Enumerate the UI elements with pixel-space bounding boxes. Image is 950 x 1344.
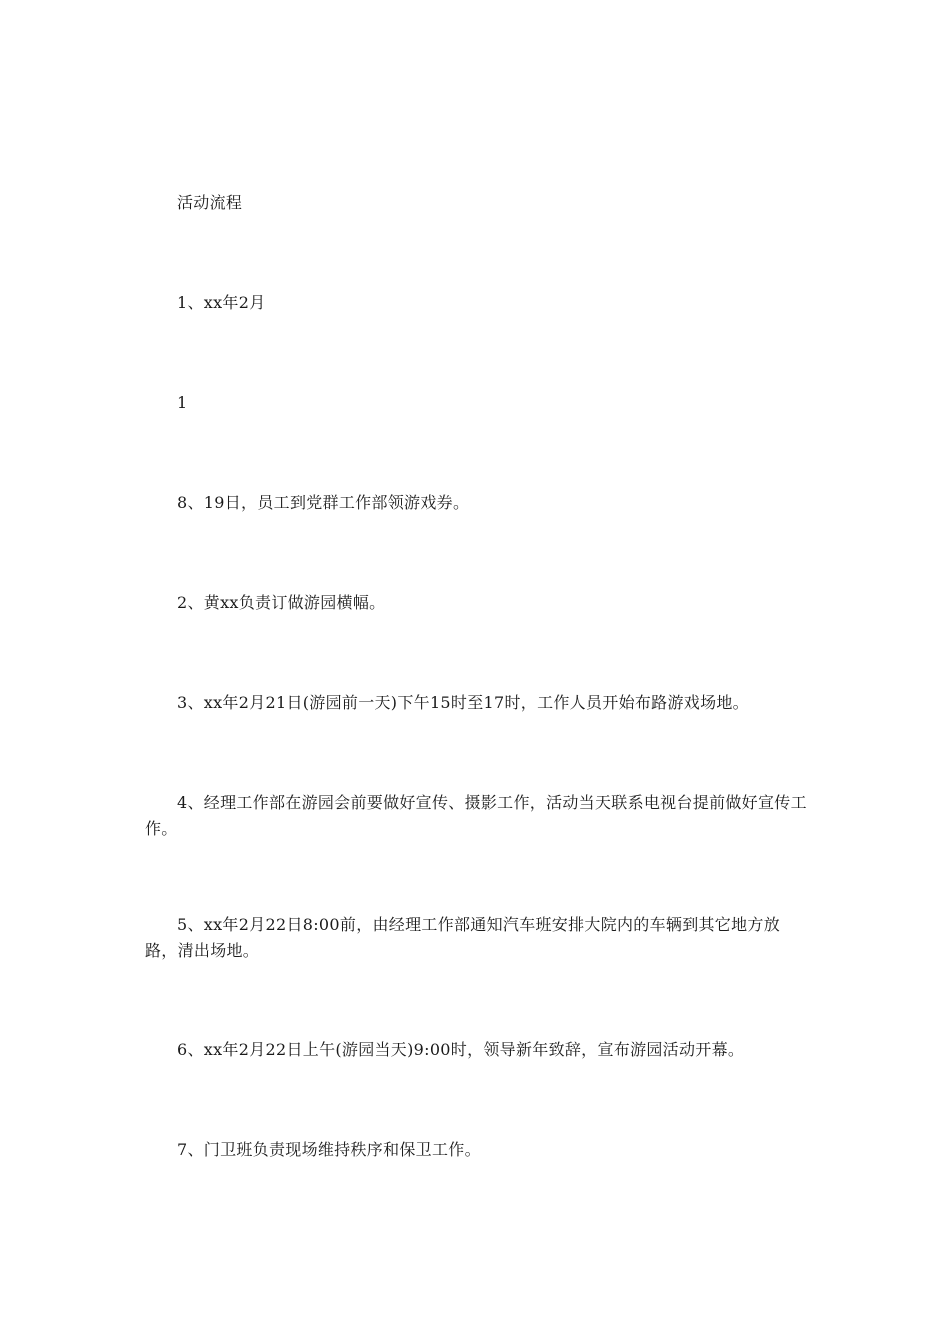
paragraph-2: 1	[177, 393, 188, 412]
paragraph-6: 4、经理工作部在游园会前要做好宣传、摄影工作，活动当天联系电视台提前做好宣传工作。	[145, 793, 807, 838]
paragraph-7: 5、xx年2月22日8:00前，由经理工作部通知汽车班安排大院内的车辆到其它地方放路，清出场地。	[145, 915, 780, 960]
paragraph-8: 6、xx年2月22日上午(游园当天)9:00时，领导新年致辞，宣布游园活动开幕。	[177, 1040, 745, 1059]
paragraph-3: 8、19日，员工到党群工作部领游戏券。	[177, 493, 470, 512]
paragraph-9: 7、门卫班负责现场维持秩序和保卫工作。	[177, 1140, 481, 1159]
section-heading: 活动流程	[177, 193, 243, 212]
paragraph-5: 3、xx年2月21日(游园前一天)下午15时至17时，工作人员开始布路游戏场地。	[177, 693, 749, 712]
paragraph-1: 1、xx年2月	[177, 293, 266, 312]
paragraph-4: 2、黄xx负责订做游园横幅。	[177, 593, 386, 612]
